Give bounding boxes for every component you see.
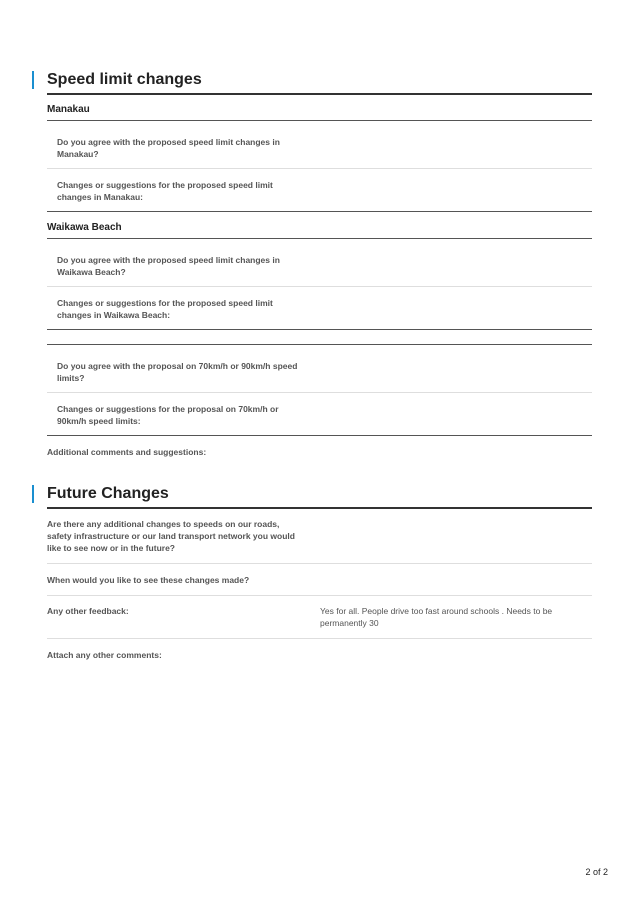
- speed-section-title: Speed limit changes: [47, 71, 202, 88]
- additional-comments-label: Additional comments and suggestions:: [47, 447, 207, 457]
- attach-comments-label: Attach any other comments:: [47, 650, 162, 660]
- divider: [47, 93, 592, 95]
- manakau-q1: Do you agree with the proposed speed limit changes in Manakau?: [57, 137, 280, 159]
- divider: [47, 507, 592, 509]
- feedback-label: Any other feedback:: [47, 606, 129, 616]
- divider: [47, 120, 592, 121]
- divider: [47, 392, 592, 393]
- rural-q1: Do you agree with the proposal on 70km/h or 90km/h speed limits?: [57, 361, 298, 383]
- divider: [47, 168, 592, 169]
- divider: [47, 638, 592, 639]
- manakau-heading: Manakau: [47, 104, 90, 115]
- divider: [47, 238, 592, 239]
- page-number: 2 of 2: [585, 867, 608, 877]
- waikawa-q2: Changes or suggestions for the proposed speed limit changes in Waikawa Beach:: [57, 298, 273, 320]
- divider: [47, 329, 592, 330]
- waikawa-heading: Waikawa Beach: [47, 222, 122, 233]
- feedback-answer: Yes for all. People drive too fast around schools . Needs to be permanently 30: [320, 606, 553, 628]
- waikawa-q1: Do you agree with the proposed speed limit changes in Waikawa Beach?: [57, 255, 280, 277]
- divider: [47, 563, 592, 564]
- divider: [47, 211, 592, 212]
- manakau-q2: Changes or suggestions for the proposed speed limit changes in Manakau:: [57, 180, 273, 202]
- rural-q2: Changes or suggestions for the proposal on 70km/h or 90km/h speed limits:: [57, 404, 279, 426]
- divider: [47, 344, 592, 345]
- section-accent-bar: [32, 71, 34, 89]
- future-q1: Are there any additional changes to speeds on our roads, safety infrastructure or our land transport network you would like to see now or in the future?: [47, 519, 295, 553]
- future-q2: When would you like to see these changes made?: [47, 575, 250, 585]
- divider: [47, 595, 592, 596]
- divider: [47, 286, 592, 287]
- section-accent-bar: [32, 485, 34, 503]
- divider: [47, 435, 592, 436]
- future-section-title: Future Changes: [47, 485, 169, 502]
